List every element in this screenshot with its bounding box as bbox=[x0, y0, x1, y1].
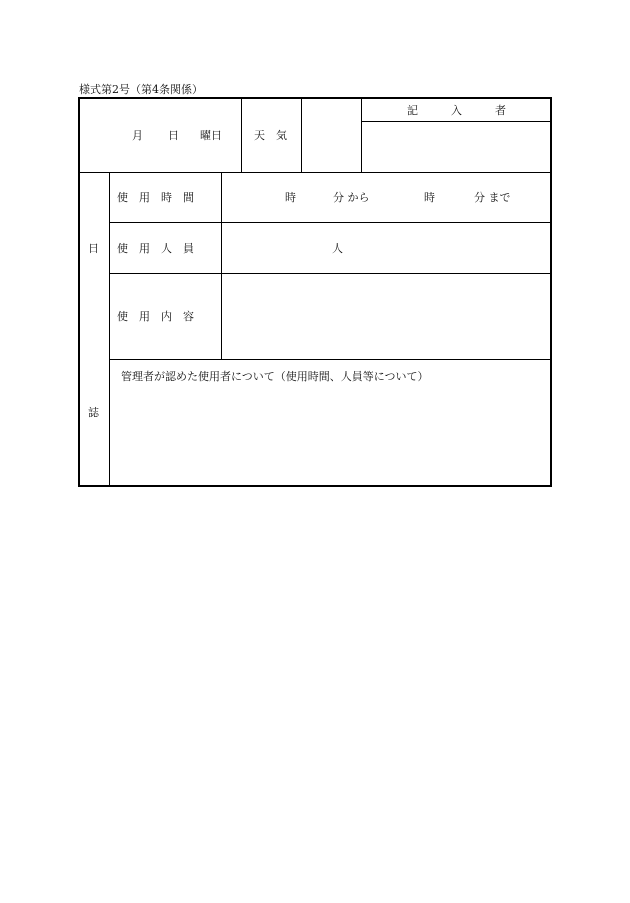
header-divider-1 bbox=[241, 98, 242, 172]
side-column-line bbox=[109, 172, 110, 486]
usage-people-label: 使 用 人 員 bbox=[117, 242, 194, 255]
form-title: 様式第2号（第4条関係） bbox=[79, 83, 203, 96]
header-bottom-line bbox=[79, 172, 551, 173]
header-month: 月 bbox=[132, 129, 143, 142]
side-label-bottom: 誌 bbox=[88, 406, 99, 419]
row-line-3 bbox=[109, 359, 551, 360]
notes-label: 管理者が認めた使用者について（使用時間、人員等について） bbox=[121, 370, 429, 383]
header-day: 日 bbox=[168, 129, 179, 142]
header-divider-3 bbox=[361, 98, 362, 172]
usage-time-minute-from: 分 から bbox=[333, 191, 370, 204]
row-line-2 bbox=[109, 273, 551, 274]
usage-time-hour-to: 時 bbox=[424, 191, 435, 204]
usage-time-label: 使 用 時 間 bbox=[117, 191, 194, 204]
side-label-top: 日 bbox=[88, 242, 99, 255]
header-weekday: 曜日 bbox=[200, 129, 222, 142]
row-line-1 bbox=[109, 222, 551, 223]
usage-content-label: 使 用 内 容 bbox=[117, 310, 194, 323]
header-divider-2 bbox=[301, 98, 302, 172]
usage-time-minute-to: 分 まで bbox=[474, 191, 511, 204]
header-recorder: 記 入 者 bbox=[407, 104, 506, 117]
usage-people-unit: 人 bbox=[332, 242, 343, 255]
usage-log-form bbox=[78, 97, 552, 487]
header-weather: 天 気 bbox=[254, 129, 287, 142]
usage-time-hour-from: 時 bbox=[285, 191, 296, 204]
label-column-line bbox=[221, 172, 222, 359]
recorder-line bbox=[361, 121, 551, 122]
